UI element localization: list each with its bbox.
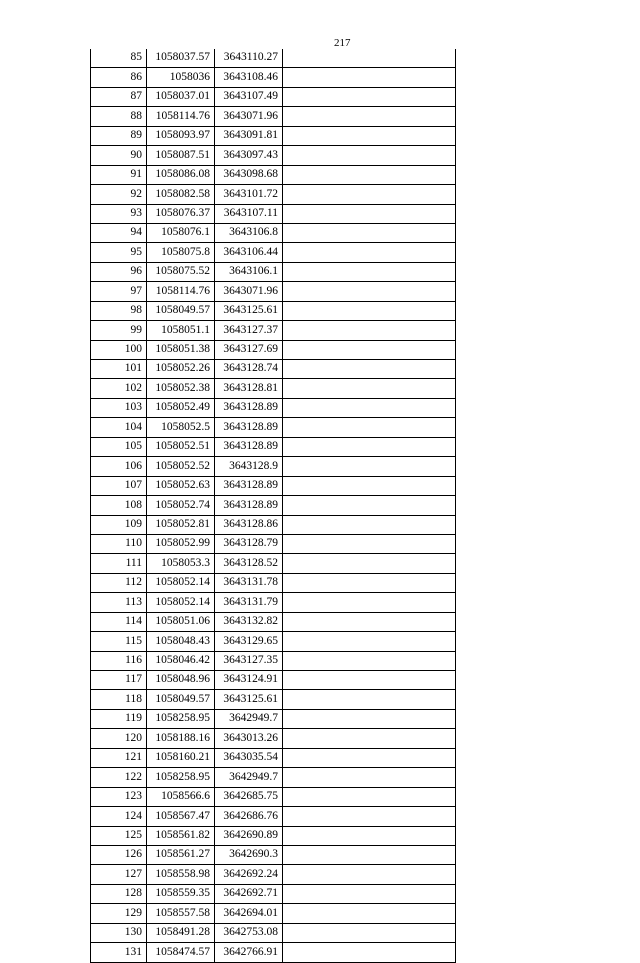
x-coordinate-cell: 1058093.97 [147,126,215,145]
table-row [91,845,456,864]
point-index-cell: 89 [91,126,147,145]
y-coordinate-cell: 3643128.79 [215,534,283,553]
x-coordinate-cell: 1058160.21 [147,748,215,767]
y-coordinate-cell: 3643127.69 [215,340,283,359]
table-row [91,593,456,612]
table-row [91,554,456,573]
table-row [91,748,456,767]
y-coordinate-cell: 3643071.96 [215,282,283,301]
y-coordinate-cell: 3643106.8 [215,223,283,242]
y-coordinate-cell: 3643128.86 [215,515,283,534]
y-coordinate-cell: 3643128.74 [215,360,283,379]
y-coordinate-cell: 3643127.37 [215,321,283,340]
point-index-cell: 109 [91,515,147,534]
x-coordinate-cell: 1058075.8 [147,243,215,262]
table-row [91,787,456,806]
table-row [91,146,456,165]
y-coordinate-cell: 3643131.78 [215,573,283,592]
table-row [91,612,456,631]
x-coordinate-cell: 1058051.38 [147,340,215,359]
x-coordinate-cell: 1058053.3 [147,554,215,573]
y-coordinate-cell: 3642949.7 [215,768,283,787]
empty-cell [283,593,456,612]
point-index-cell: 87 [91,87,147,106]
table-row [91,418,456,437]
x-coordinate-cell: 1058052.49 [147,398,215,417]
x-coordinate-cell: 1058561.82 [147,826,215,845]
table-row [91,398,456,417]
table-row [91,573,456,592]
point-index-cell: 130 [91,923,147,942]
table-row [91,107,456,126]
table-row [91,534,456,553]
table-row [91,884,456,903]
table-row [91,632,456,651]
y-coordinate-cell: 3642690.89 [215,826,283,845]
y-coordinate-cell: 3642686.76 [215,807,283,826]
table-row [91,165,456,184]
empty-cell [283,826,456,845]
y-coordinate-cell: 3643127.35 [215,651,283,670]
y-coordinate-cell: 3643125.61 [215,690,283,709]
y-coordinate-cell: 3642694.01 [215,904,283,923]
table-row [91,904,456,923]
empty-cell [283,87,456,106]
point-index-cell: 108 [91,496,147,515]
x-coordinate-cell: 1058557.58 [147,904,215,923]
table-row [91,923,456,942]
y-coordinate-cell: 3643128.89 [215,398,283,417]
point-index-cell: 111 [91,554,147,573]
empty-cell [283,476,456,495]
table-row [91,437,456,456]
empty-cell [283,282,456,301]
point-index-cell: 122 [91,768,147,787]
x-coordinate-cell: 1058086.08 [147,165,215,184]
point-index-cell: 120 [91,729,147,748]
point-index-cell: 90 [91,146,147,165]
x-coordinate-cell: 1058258.95 [147,768,215,787]
point-index-cell: 115 [91,632,147,651]
table-row [91,223,456,242]
point-index-cell: 116 [91,651,147,670]
table-row [91,768,456,787]
empty-cell [283,262,456,281]
x-coordinate-cell: 1058049.57 [147,301,215,320]
x-coordinate-cell: 1058082.58 [147,185,215,204]
point-index-cell: 94 [91,223,147,242]
y-coordinate-cell: 3642692.24 [215,865,283,884]
point-index-cell: 103 [91,398,147,417]
empty-cell [283,68,456,87]
point-index-cell: 102 [91,379,147,398]
empty-cell [283,807,456,826]
x-coordinate-cell: 1058258.95 [147,709,215,728]
point-index-cell: 112 [91,573,147,592]
empty-cell [283,126,456,145]
x-coordinate-cell: 1058559.35 [147,884,215,903]
table-row [91,301,456,320]
point-index-cell: 131 [91,943,147,962]
empty-cell [283,632,456,651]
y-coordinate-cell: 3643071.96 [215,107,283,126]
x-coordinate-cell: 1058046.42 [147,651,215,670]
empty-cell [283,496,456,515]
y-coordinate-cell: 3642753.08 [215,923,283,942]
x-coordinate-cell: 1058566.6 [147,787,215,806]
x-coordinate-cell: 1058052.51 [147,437,215,456]
empty-cell [283,709,456,728]
point-index-cell: 126 [91,845,147,864]
point-index-cell: 123 [91,787,147,806]
x-coordinate-cell: 1058052.52 [147,457,215,476]
x-coordinate-cell: 1058052.26 [147,360,215,379]
point-index-cell: 99 [91,321,147,340]
x-coordinate-cell: 1058075.52 [147,262,215,281]
point-index-cell: 93 [91,204,147,223]
coordinate-table-body [91,49,456,962]
empty-cell [283,457,456,476]
empty-cell [283,534,456,553]
empty-cell [283,845,456,864]
x-coordinate-cell: 1058052.74 [147,496,215,515]
point-index-cell: 129 [91,904,147,923]
empty-cell [283,865,456,884]
table-row [91,709,456,728]
x-coordinate-cell: 1058491.28 [147,923,215,942]
empty-cell [283,573,456,592]
y-coordinate-cell: 3643128.89 [215,437,283,456]
y-coordinate-cell: 3643129.65 [215,632,283,651]
y-coordinate-cell: 3642692.71 [215,884,283,903]
point-index-cell: 86 [91,68,147,87]
point-index-cell: 117 [91,671,147,690]
point-index-cell: 125 [91,826,147,845]
table-row [91,671,456,690]
x-coordinate-cell: 1058558.98 [147,865,215,884]
x-coordinate-cell: 1058114.76 [147,282,215,301]
x-coordinate-cell: 1058036 [147,68,215,87]
x-coordinate-cell: 1058076.37 [147,204,215,223]
x-coordinate-cell: 1058037.57 [147,49,215,68]
table-row [91,379,456,398]
point-index-cell: 127 [91,865,147,884]
table-row [91,360,456,379]
point-index-cell: 97 [91,282,147,301]
x-coordinate-cell: 1058051.06 [147,612,215,631]
y-coordinate-cell: 3643107.11 [215,204,283,223]
point-index-cell: 105 [91,437,147,456]
x-coordinate-cell: 1058188.16 [147,729,215,748]
empty-cell [283,923,456,942]
empty-cell [283,515,456,534]
x-coordinate-cell: 1058087.51 [147,146,215,165]
point-index-cell: 118 [91,690,147,709]
x-coordinate-cell: 1058048.43 [147,632,215,651]
table-row [91,204,456,223]
empty-cell [283,943,456,962]
x-coordinate-cell: 1058567.47 [147,807,215,826]
y-coordinate-cell: 3643128.89 [215,496,283,515]
point-index-cell: 96 [91,262,147,281]
empty-cell [283,437,456,456]
table-row [91,262,456,281]
y-coordinate-cell: 3643124.91 [215,671,283,690]
y-coordinate-cell: 3643110.27 [215,49,283,68]
table-row [91,690,456,709]
point-index-cell: 119 [91,709,147,728]
y-coordinate-cell: 3643108.46 [215,68,283,87]
page-number: 217 [334,37,351,49]
empty-cell [283,165,456,184]
point-index-cell: 85 [91,49,147,68]
x-coordinate-cell: 1058052.38 [147,379,215,398]
table-row [91,807,456,826]
x-coordinate-cell: 1058051.1 [147,321,215,340]
empty-cell [283,107,456,126]
point-index-cell: 88 [91,107,147,126]
point-index-cell: 121 [91,748,147,767]
y-coordinate-cell: 3643097.43 [215,146,283,165]
empty-cell [283,398,456,417]
point-index-cell: 124 [91,807,147,826]
empty-cell [283,612,456,631]
point-index-cell: 92 [91,185,147,204]
y-coordinate-cell: 3643132.82 [215,612,283,631]
table-row [91,340,456,359]
empty-cell [283,748,456,767]
x-coordinate-cell: 1058048.96 [147,671,215,690]
point-index-cell: 110 [91,534,147,553]
table-row [91,496,456,515]
y-coordinate-cell: 3643128.9 [215,457,283,476]
empty-cell [283,904,456,923]
empty-cell [283,204,456,223]
table-row [91,515,456,534]
table-row [91,68,456,87]
table-row [91,243,456,262]
point-index-cell: 114 [91,612,147,631]
point-index-cell: 91 [91,165,147,184]
table-row [91,476,456,495]
point-index-cell: 104 [91,418,147,437]
empty-cell [283,49,456,68]
empty-cell [283,418,456,437]
empty-cell [283,321,456,340]
x-coordinate-cell: 1058114.76 [147,107,215,126]
y-coordinate-cell: 3643106.44 [215,243,283,262]
point-index-cell: 98 [91,301,147,320]
empty-cell [283,884,456,903]
y-coordinate-cell: 3643091.81 [215,126,283,145]
table-row [91,457,456,476]
x-coordinate-cell: 1058052.81 [147,515,215,534]
empty-cell [283,787,456,806]
empty-cell [283,651,456,670]
empty-cell [283,554,456,573]
point-index-cell: 101 [91,360,147,379]
y-coordinate-cell: 3643125.61 [215,301,283,320]
point-index-cell: 106 [91,457,147,476]
point-index-cell: 100 [91,340,147,359]
empty-cell [283,729,456,748]
table-row [91,865,456,884]
empty-cell [283,301,456,320]
table-row [91,185,456,204]
table-row [91,87,456,106]
y-coordinate-cell: 3642685.75 [215,787,283,806]
x-coordinate-cell: 1058052.14 [147,573,215,592]
table-row [91,651,456,670]
y-coordinate-cell: 3642766.91 [215,943,283,962]
point-index-cell: 113 [91,593,147,612]
empty-cell [283,379,456,398]
y-coordinate-cell: 3643131.79 [215,593,283,612]
table-row [91,49,456,68]
point-index-cell: 107 [91,476,147,495]
y-coordinate-cell: 3642949.7 [215,709,283,728]
y-coordinate-cell: 3643098.68 [215,165,283,184]
x-coordinate-cell: 1058052.5 [147,418,215,437]
coordinate-table [90,49,456,963]
table-row [91,126,456,145]
empty-cell [283,185,456,204]
empty-cell [283,768,456,787]
y-coordinate-cell: 3643101.72 [215,185,283,204]
empty-cell [283,223,456,242]
table-row [91,826,456,845]
y-coordinate-cell: 3643128.89 [215,476,283,495]
y-coordinate-cell: 3643128.81 [215,379,283,398]
table-row [91,282,456,301]
empty-cell [283,146,456,165]
x-coordinate-cell: 1058037.01 [147,87,215,106]
x-coordinate-cell: 1058052.99 [147,534,215,553]
empty-cell [283,340,456,359]
table-row [91,729,456,748]
x-coordinate-cell: 1058561.27 [147,845,215,864]
point-index-cell: 128 [91,884,147,903]
x-coordinate-cell: 1058076.1 [147,223,215,242]
empty-cell [283,360,456,379]
x-coordinate-cell: 1058049.57 [147,690,215,709]
x-coordinate-cell: 1058474.57 [147,943,215,962]
table-row [91,321,456,340]
x-coordinate-cell: 1058052.14 [147,593,215,612]
y-coordinate-cell: 3643128.89 [215,418,283,437]
point-index-cell: 95 [91,243,147,262]
y-coordinate-cell: 3642690.3 [215,845,283,864]
y-coordinate-cell: 3643013.26 [215,729,283,748]
table-row [91,943,456,962]
y-coordinate-cell: 3643107.49 [215,87,283,106]
empty-cell [283,243,456,262]
empty-cell [283,690,456,709]
empty-cell [283,671,456,690]
y-coordinate-cell: 3643035.54 [215,748,283,767]
x-coordinate-cell: 1058052.63 [147,476,215,495]
y-coordinate-cell: 3643128.52 [215,554,283,573]
y-coordinate-cell: 3643106.1 [215,262,283,281]
